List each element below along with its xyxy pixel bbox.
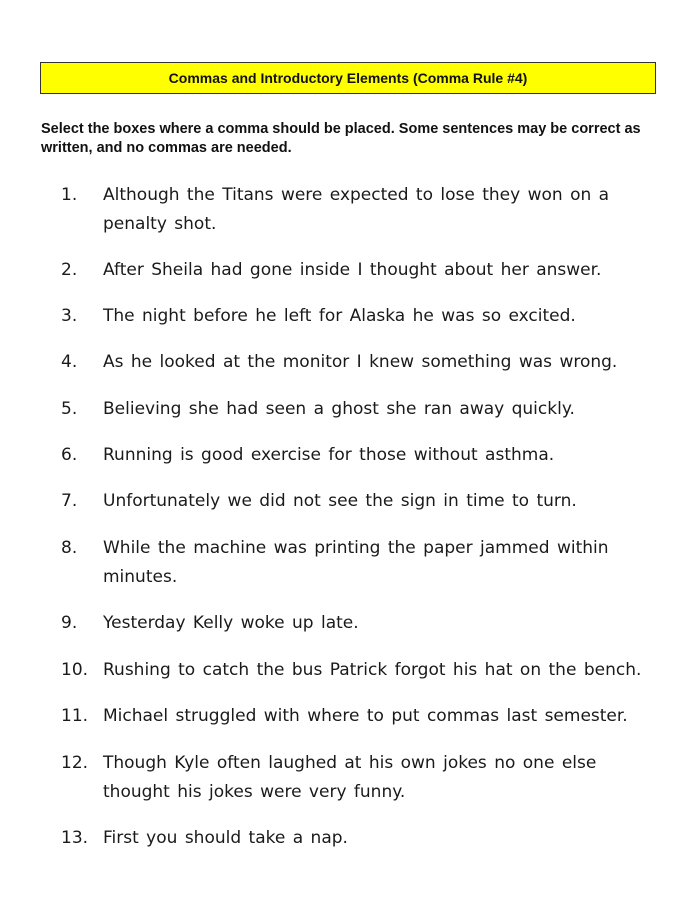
sentence-text: Yesterday Kelly woke up late. (103, 613, 359, 633)
sentence-number: 4. (61, 352, 78, 372)
sentence-number: 8. (61, 538, 78, 558)
sentence-text: Rushing to catch the bus Patrick forgot his hat on the bench. (103, 660, 642, 680)
sentence-text: First you should take a nap. (103, 828, 348, 848)
sentence-text: While the machine was printing the paper jammed within minutes. (103, 538, 609, 587)
worksheet-title-text: Commas and Introductory Elements (Comma Rule #4) (168, 70, 528, 86)
sentence-number: 13. (61, 828, 89, 848)
sentence-number: 9. (61, 613, 78, 633)
sentence-text: As he looked at the monitor I knew something was wrong. (103, 352, 618, 372)
sentence-text: Although the Titans were expected to lose they won on a penalty shot. (103, 185, 610, 234)
sentence-text: After Sheila had gone inside I thought about her answer. (103, 260, 602, 280)
sentence-number: 11. (61, 706, 89, 726)
sentence-text: The night before he left for Alaska he was so excited. (103, 306, 576, 326)
sentence-number: 6. (61, 445, 78, 465)
instructions: Select the boxes where a comma should be placed. Some sentences may be correct as written, and no commas are needed. (41, 121, 641, 156)
sentence-text: Michael struggled with where to put commas last semester. (103, 706, 628, 726)
sentence-number: 2. (61, 260, 78, 280)
sentence-number: 3. (61, 306, 78, 326)
sentence-text: Though Kyle often laughed at his own jokes no one else thought his jokes were very funny. (103, 753, 597, 802)
sentence-number: 10. (61, 660, 89, 680)
sentence-number: 1. (61, 185, 78, 205)
sentence-text: Unfortunately we did not see the sign in time to turn. (103, 491, 577, 511)
sentence-number: 5. (61, 399, 78, 419)
sentence-number: 7. (61, 491, 78, 511)
sentence-number: 12. (61, 753, 89, 773)
sentence-text: Running is good exercise for those without asthma. (103, 445, 555, 465)
sentence-text: Believing she had seen a ghost she ran away quickly. (103, 399, 575, 419)
